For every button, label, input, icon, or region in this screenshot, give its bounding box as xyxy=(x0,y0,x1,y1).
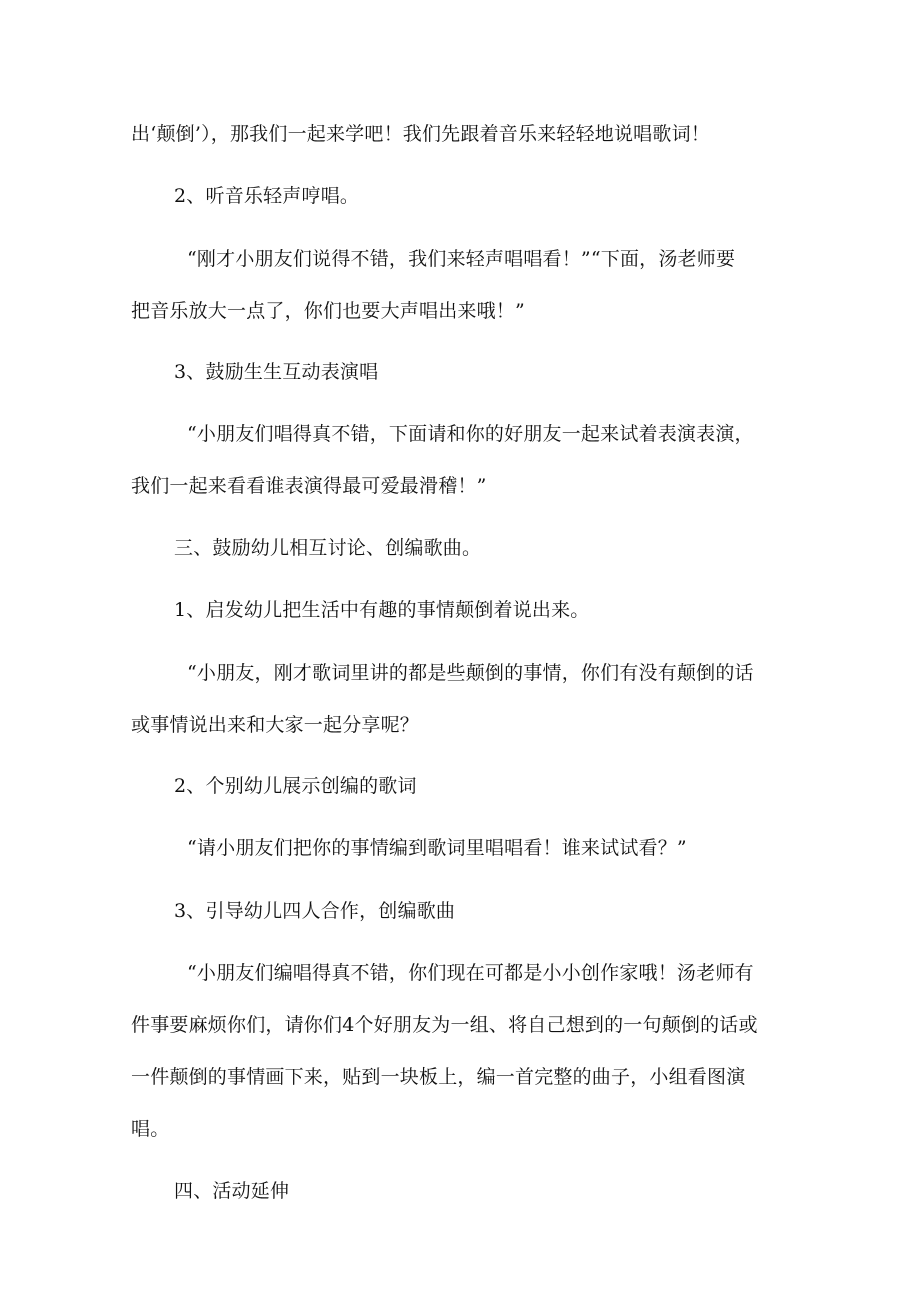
section-heading: 三、鼓励幼儿相互讨论、创编歌曲。 xyxy=(174,537,482,559)
section-heading: 四、活动延伸 xyxy=(174,1180,290,1202)
quote-paragraph-line: 一件颠倒的事情画下来，贴到一块板上，编一首完整的曲子，小组看图演 xyxy=(131,1066,746,1088)
step-heading: 2、个别幼儿展示创编的歌词 xyxy=(174,775,417,797)
quote-paragraph-line: “小朋友们编唱得真不错，你们现在可都是小小创作家哦！汤老师有 xyxy=(187,962,754,984)
quote-paragraph-line: “小朋友们唱得真不错，下面请和你的好朋友一起来试着表演表演， xyxy=(187,423,754,445)
quote-paragraph-line: “刚才小朋友们说得不错，我们来轻声唱唱看！”“下面，汤老师要 xyxy=(187,248,736,270)
step-heading: 3、鼓励生生互动表演唱 xyxy=(174,361,379,383)
step-heading: 1、启发幼儿把生活中有趣的事情颠倒着说出来。 xyxy=(174,599,590,621)
quote-paragraph-line: 唱。 xyxy=(131,1118,170,1140)
quote-paragraph-line: “小朋友，刚才歌词里讲的都是些颠倒的事情，你们有没有颠倒的话 xyxy=(187,662,754,684)
quote-paragraph-line: 把音乐放大一点了，你们也要大声唱出来哦！” xyxy=(131,300,525,322)
step-heading: 3、引导幼儿四人合作，创编歌曲 xyxy=(174,900,456,922)
paragraph-continuation-line: 出‘颠倒’），那我们一起来学吧！我们先跟着音乐来轻轻地说唱歌词！ xyxy=(131,123,710,145)
quote-paragraph-line: 我们一起来看看谁表演得最可爱最滑稽！” xyxy=(131,475,487,497)
quote-paragraph-line: 或事情说出来和大家一起分享呢？ xyxy=(131,714,420,736)
quote-paragraph-line: “请小朋友们把你的事情编到歌词里唱唱看！谁来试试看？” xyxy=(187,837,687,859)
quote-paragraph-line: 件事要麻烦你们，请你们4个好朋友为一组、将自己想到的一句颠倒的话或 xyxy=(131,1014,758,1036)
step-heading: 2、听音乐轻声哼唱。 xyxy=(174,185,360,207)
